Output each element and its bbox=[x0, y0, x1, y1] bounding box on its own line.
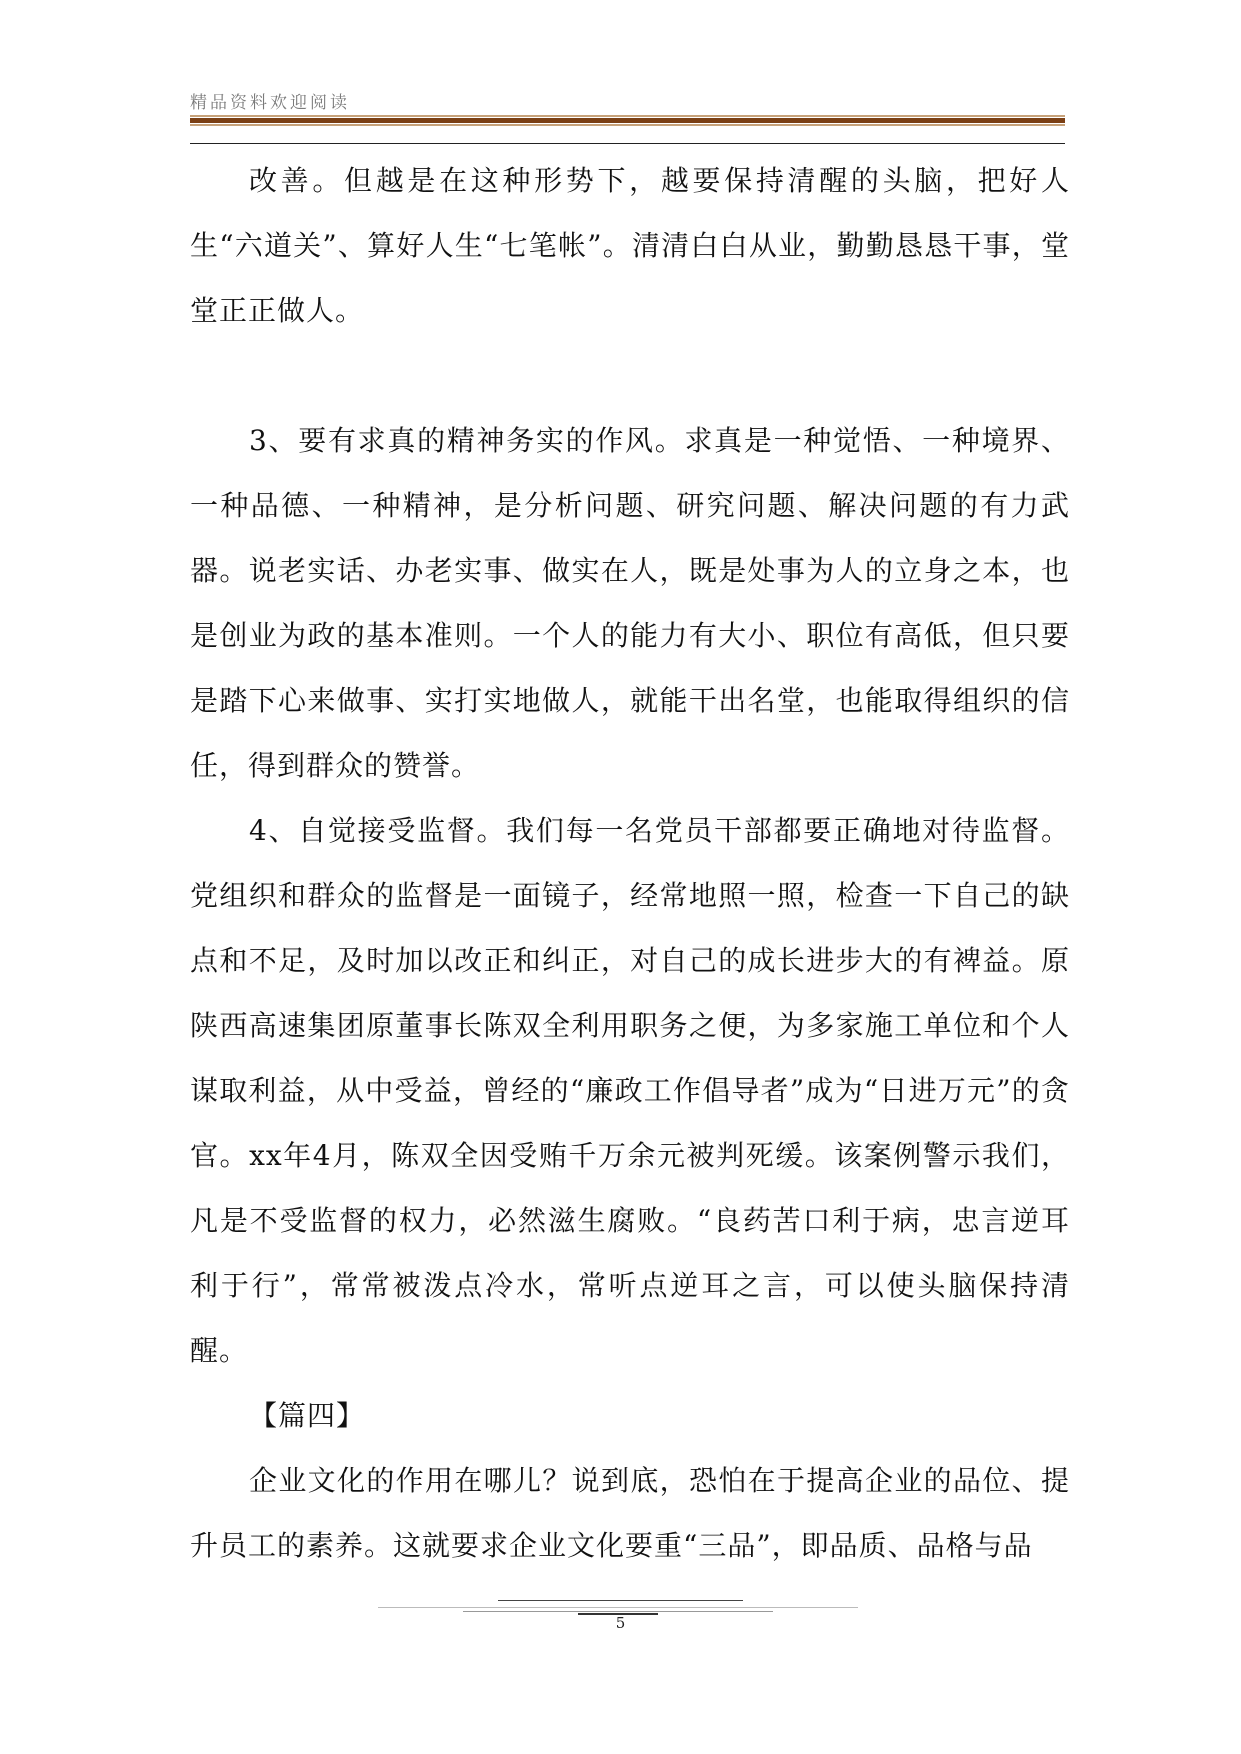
paragraph-section-four: 企业文化的作用在哪儿？说到底，恐怕在于提高企业的品位、提升员工的素养。这就要求企业文化要重“三品”，即品质、品格与品 bbox=[190, 1464, 1070, 1562]
header-rule-bottom bbox=[190, 124, 1065, 126]
paragraph-spacer bbox=[190, 343, 1070, 408]
header-rule-thin bbox=[190, 143, 1065, 144]
paragraph-point-3: 3、要有求真的精神务实的作风。求真是一种觉悟、一种境界、一种品德、一种精神，是分析问题、研究问题、解决问题的有力武器。说老实话、办老实事、做实在人，既是处事为人的立身之本，也是创业为政的基本准则。一个人的能力有大小、职位有高低，但只要是踏下心来做事、实打实地做人，就能干出名堂，也能取得组织的信任，得到群众的赞誉。 bbox=[190, 424, 1070, 782]
footer-rule-1 bbox=[498, 1600, 743, 1601]
header-rule-thick bbox=[190, 118, 1065, 123]
page-number: 5 bbox=[615, 1614, 626, 1632]
footer-rule-3 bbox=[463, 1611, 773, 1612]
paragraph-continued: 改善。但越是在这种形势下，越要保持清醒的头脑，把好人生“六道关”、算好人生“七笔帐”。清清白白从业，勤勤恳恳干事，堂堂正正做人。 bbox=[190, 164, 1070, 327]
document-body bbox=[190, 148, 1070, 1578]
section-heading: 【篇四】 bbox=[249, 1399, 366, 1432]
header-rule-top bbox=[190, 115, 1065, 117]
header-title: 精品资料欢迎阅读 bbox=[190, 93, 350, 113]
footer-rule-2 bbox=[378, 1607, 858, 1608]
paragraph-point-4: 4、自觉接受监督。我们每一名党员干部都要正确地对待监督。党组织和群众的监督是一面镜子，经常地照一照，检查一下自己的缺点和不足，及时加以改正和纠正，对自己的成长进步大的有裨益。原陕西高速集团原董事长陈双全利用职务之便，为多家施工单位和个人谋取利益，从中受益，曾经的“廉政工作倡导者”成为“日进万元”的贪官。xx年4月，陈双全因受贿千万余元被判死缓。该案例警示我们，凡是不受监督的权力，必然滋生腐败。“良药苦口利于病，忠言逆耳利于行”，常常被泼点冷水，常听点逆耳之言，可以使头脑保持清醒。 bbox=[190, 814, 1070, 1367]
